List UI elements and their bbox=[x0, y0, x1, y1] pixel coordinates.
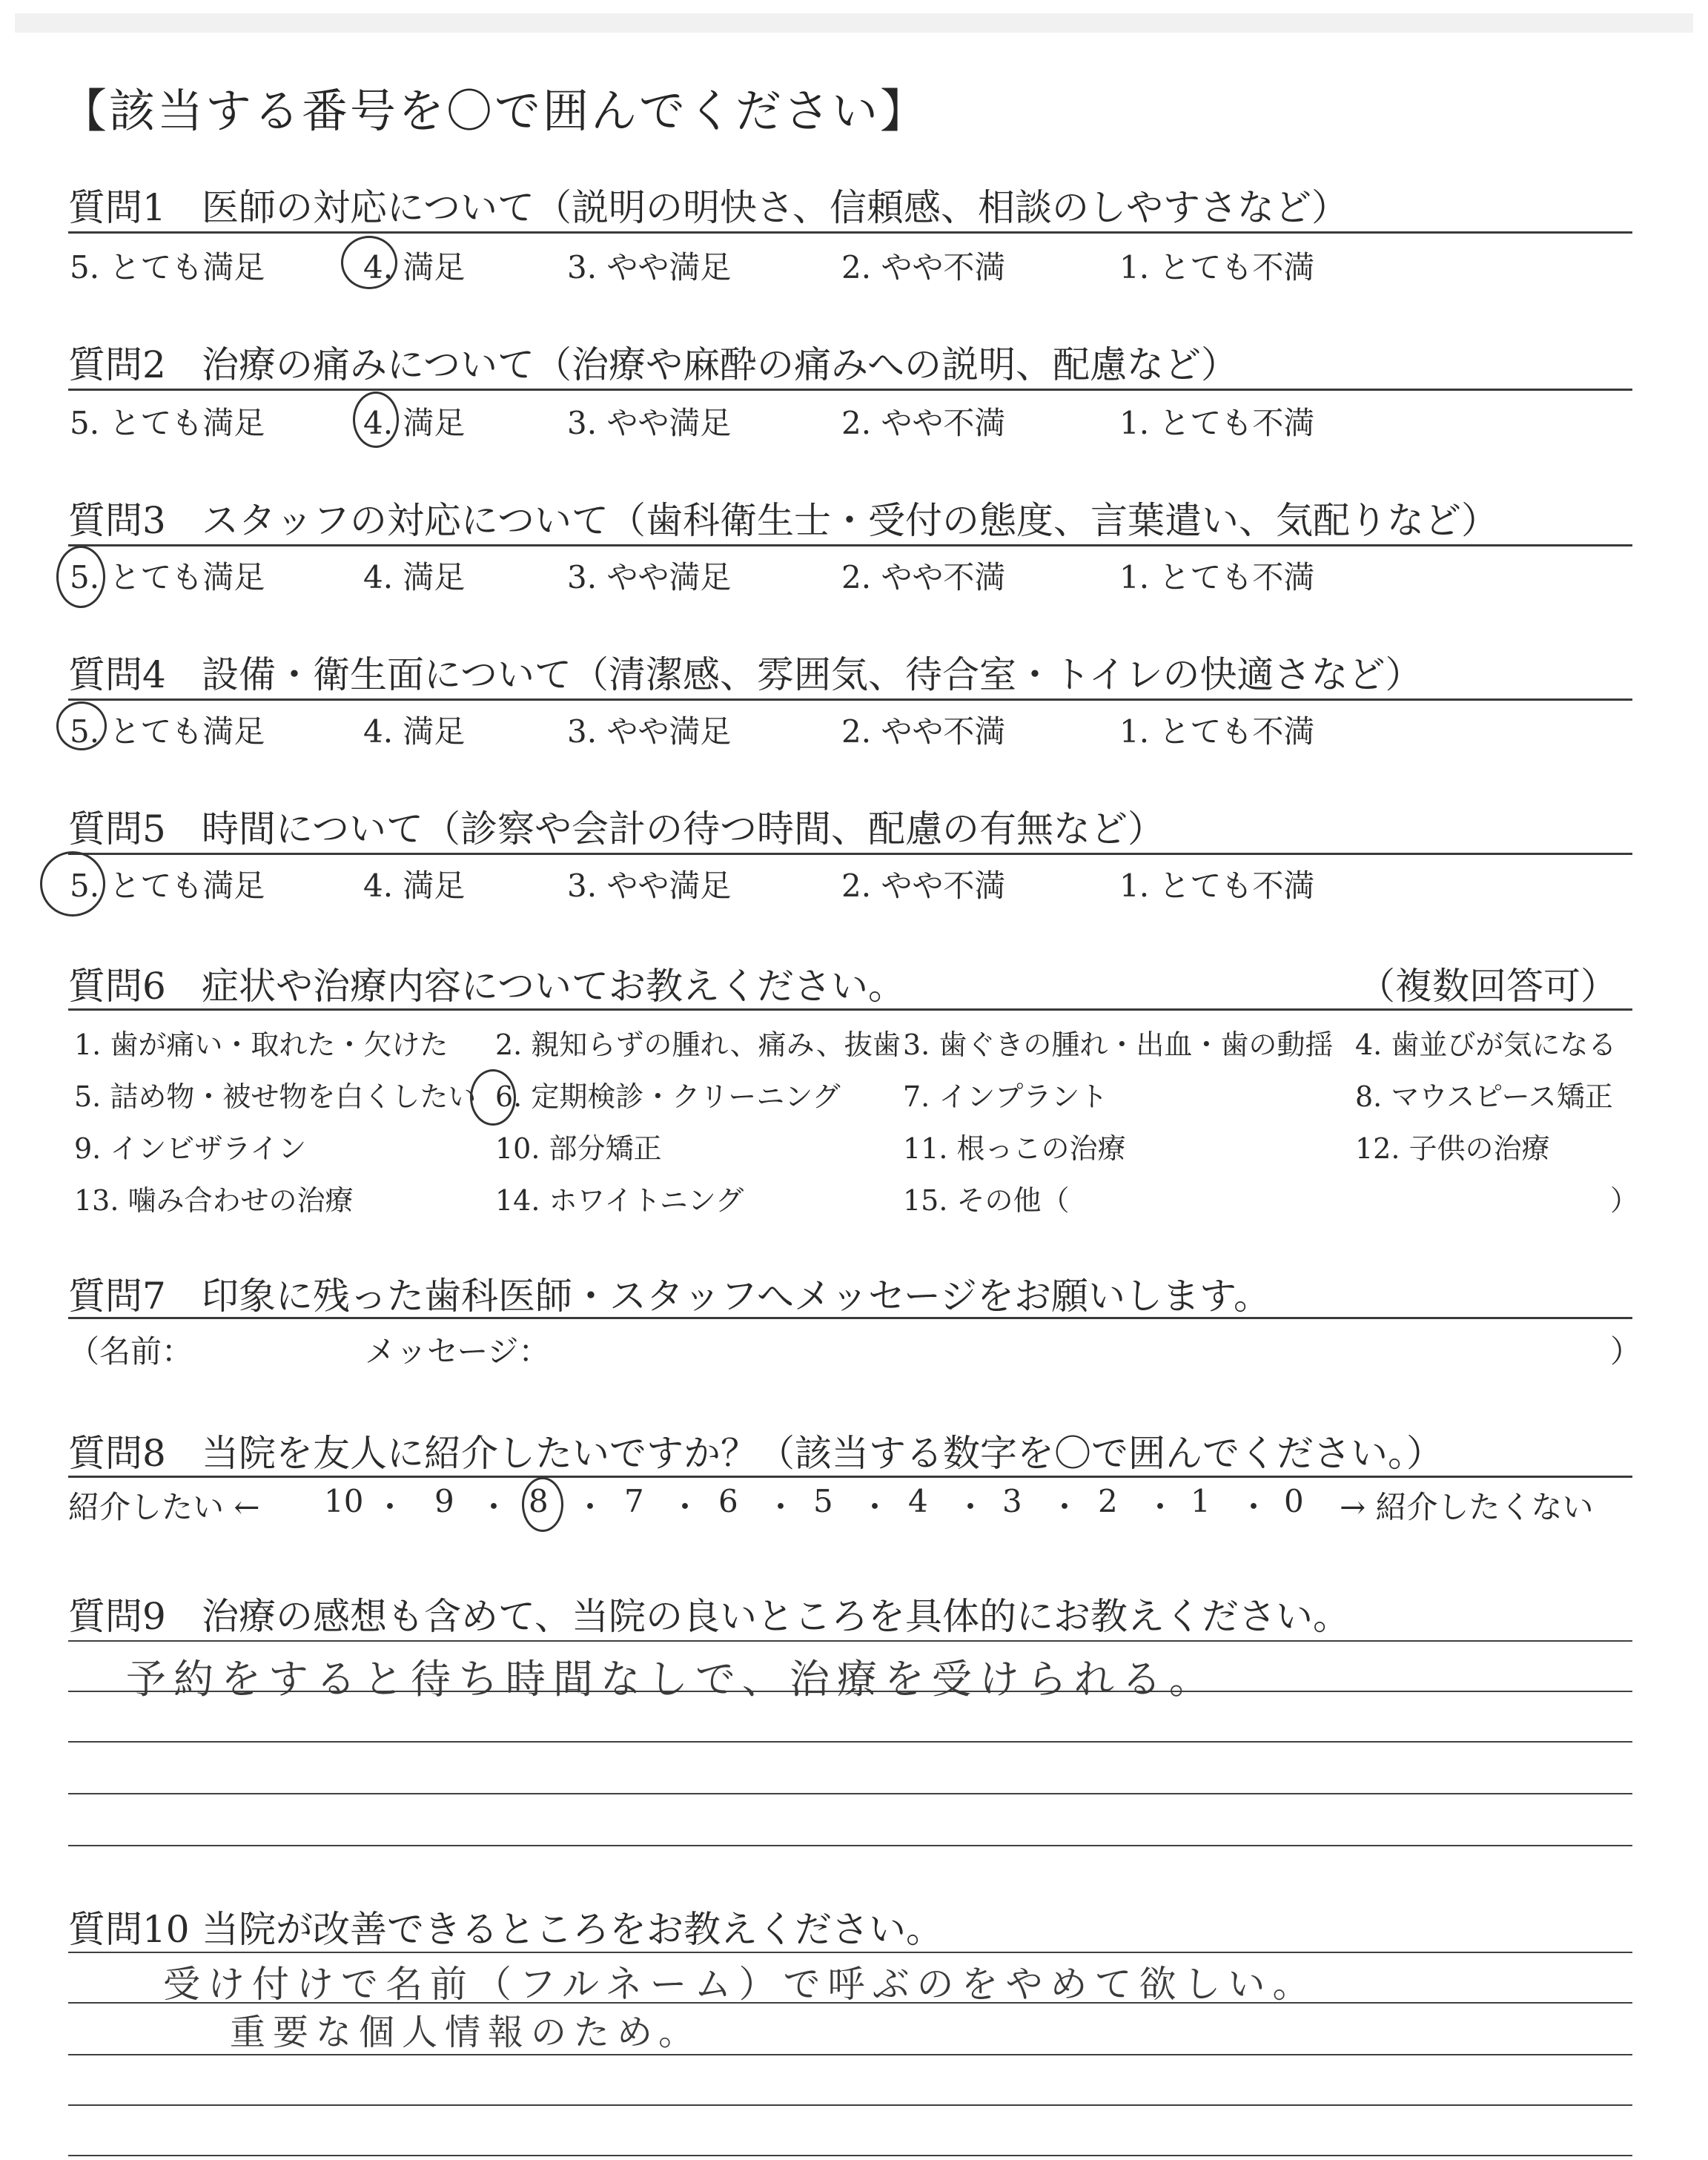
option-1[interactable]: 1. とても不満 bbox=[1119, 405, 1315, 441]
option-3[interactable]: 3. やや満足 bbox=[567, 405, 732, 441]
option-1[interactable]: 1. とても不満 bbox=[1119, 559, 1315, 595]
scale-value-10[interactable]: 10 bbox=[324, 1483, 364, 1519]
option-3[interactable]: 3. やや満足 bbox=[567, 559, 732, 595]
handwritten-answer-10-line2: 重要な個人情報のため。 bbox=[230, 2012, 702, 2053]
question-number: 質問10 bbox=[68, 1908, 190, 1951]
symptom-item-4[interactable]: 4. 歯並びが気になる bbox=[1355, 1028, 1617, 1061]
question-number: 質問4 bbox=[68, 653, 166, 696]
answer-line bbox=[68, 1640, 1632, 1642]
symptom-item-5[interactable]: 5. 詰め物・被せ物を白くしたい bbox=[74, 1080, 477, 1113]
question-underline bbox=[68, 1317, 1632, 1319]
scale-separator: ・ bbox=[575, 1489, 606, 1525]
symptom-item-13[interactable]: 13. 噛み合わせの治療 bbox=[74, 1184, 354, 1217]
option-2[interactable]: 2. やや不満 bbox=[841, 713, 1006, 750]
other-close-paren: ） bbox=[1610, 1184, 1639, 1217]
option-3[interactable]: 3. やや満足 bbox=[567, 249, 732, 285]
question-underline bbox=[68, 544, 1632, 546]
scale-separator: ・ bbox=[765, 1489, 797, 1525]
option-4[interactable]: 4. 満足 bbox=[363, 405, 466, 441]
option-5[interactable]: 5. とても満足 bbox=[70, 868, 265, 904]
scale-separator: ・ bbox=[859, 1489, 891, 1525]
question-2 bbox=[68, 335, 1632, 389]
question-number: 質問2 bbox=[68, 343, 166, 386]
scan-edge bbox=[15, 13, 1693, 33]
option-4[interactable]: 4. 満足 bbox=[363, 249, 466, 285]
symptom-item-2[interactable]: 2. 親知らずの腫れ、痛み、抜歯 bbox=[495, 1028, 901, 1061]
question-text: 治療の痛みについて（治療や麻酔の痛みへの説明、配慮など） bbox=[202, 343, 1238, 386]
option-5[interactable]: 5. とても満足 bbox=[70, 713, 265, 750]
symptom-item-11[interactable]: 11. 根っこの治療 bbox=[903, 1132, 1126, 1165]
question-underline bbox=[68, 853, 1632, 855]
option-5[interactable]: 5. とても満足 bbox=[70, 405, 265, 441]
scale-right-label: → 紹介したくない bbox=[1340, 1489, 1594, 1525]
question-underline bbox=[68, 1476, 1632, 1478]
option-4[interactable]: 4. 満足 bbox=[363, 713, 466, 750]
scale-value-1[interactable]: 1 bbox=[1191, 1483, 1211, 1519]
scale-separator: ・ bbox=[1238, 1489, 1270, 1525]
scale-value-2[interactable]: 2 bbox=[1098, 1483, 1118, 1519]
scale-left-label: 紹介したい ← bbox=[68, 1489, 260, 1525]
option-1[interactable]: 1. とても不満 bbox=[1119, 868, 1315, 904]
option-3[interactable]: 3. やや満足 bbox=[567, 868, 732, 904]
scale-value-9[interactable]: 9 bbox=[434, 1483, 454, 1519]
question-6 bbox=[68, 957, 1632, 1010]
answer-line bbox=[68, 1793, 1632, 1794]
page-heading: 【該当する番号を〇で囲んでください】 bbox=[61, 84, 929, 138]
option-1[interactable]: 1. とても不満 bbox=[1119, 713, 1315, 750]
scale-value-8[interactable]: 8 bbox=[529, 1483, 549, 1519]
symptom-item-7[interactable]: 7. インプラント bbox=[903, 1080, 1108, 1113]
question-4 bbox=[68, 645, 1632, 698]
name-label: （名前： bbox=[68, 1333, 193, 1370]
question-1 bbox=[68, 178, 1632, 231]
question-underline bbox=[68, 389, 1632, 391]
option-5[interactable]: 5. とても満足 bbox=[70, 559, 265, 595]
question-text: 印象に残った歯科医師・スタッフへメッセージをお願いします。 bbox=[202, 1275, 1271, 1318]
scale-separator: ・ bbox=[374, 1489, 406, 1525]
question-number: 質問3 bbox=[68, 499, 166, 542]
question-3 bbox=[68, 491, 1632, 544]
question-number: 質問7 bbox=[68, 1275, 166, 1318]
multiple-answers-note: （複数回答可） bbox=[1358, 965, 1618, 1008]
question-text: 当院が改善できるところをお教えください。 bbox=[202, 1908, 943, 1951]
question-text: 症状や治療内容についてお教えください。 bbox=[202, 965, 905, 1008]
question-underline bbox=[68, 231, 1632, 234]
option-2[interactable]: 2. やや不満 bbox=[841, 559, 1006, 595]
scale-value-5[interactable]: 5 bbox=[813, 1483, 833, 1519]
question-number: 質問8 bbox=[68, 1432, 166, 1475]
question-10 bbox=[68, 1900, 1632, 1953]
option-3[interactable]: 3. やや満足 bbox=[567, 713, 732, 750]
symptom-item-9[interactable]: 9. インビザライン bbox=[74, 1132, 307, 1165]
option-4[interactable]: 4. 満足 bbox=[363, 868, 466, 904]
option-1[interactable]: 1. とても不満 bbox=[1119, 249, 1315, 285]
question-number: 質問5 bbox=[68, 807, 166, 851]
handwritten-answer-9: 予約をすると待ち時間なしで、治療を受けられる。 bbox=[126, 1656, 1217, 1702]
symptom-item-14[interactable]: 14. ホワイトニング bbox=[495, 1184, 744, 1217]
symptom-item-12[interactable]: 12. 子供の治療 bbox=[1355, 1132, 1550, 1165]
scale-value-7[interactable]: 7 bbox=[624, 1483, 644, 1519]
symptom-item-15[interactable]: 15. その他（ bbox=[903, 1184, 1070, 1217]
scale-value-3[interactable]: 3 bbox=[1002, 1483, 1022, 1519]
question-text: 医師の対応について（説明の明快さ、信頼感、相談のしやすさなど） bbox=[202, 186, 1348, 229]
option-2[interactable]: 2. やや不満 bbox=[841, 868, 1006, 904]
scale-separator: ・ bbox=[1145, 1489, 1176, 1525]
question-9 bbox=[68, 1587, 1632, 1640]
question-underline bbox=[68, 698, 1632, 701]
question-7 bbox=[68, 1266, 1632, 1320]
question-number: 質問6 bbox=[68, 965, 166, 1008]
question-text: 時間について（診察や会計の待つ時間、配慮の有無など） bbox=[202, 807, 1165, 851]
question-number: 質問1 bbox=[68, 186, 166, 229]
symptom-item-1[interactable]: 1. 歯が痛い・取れた・欠けた bbox=[74, 1028, 448, 1061]
question-text: スタッフの対応について（歯科衛生士・受付の態度、言葉遣い、気配りなど） bbox=[202, 499, 1498, 542]
question-8 bbox=[68, 1424, 1632, 1477]
handwritten-answer-10-line1: 受け付けで名前（フルネーム）で呼ぶのをやめて欲しい。 bbox=[163, 1963, 1317, 2006]
answer-line bbox=[68, 2155, 1632, 2156]
message-close-paren: ） bbox=[1610, 1333, 1642, 1370]
symptom-item-8[interactable]: 8. マウスピース矯正 bbox=[1355, 1080, 1613, 1113]
scale-separator: ・ bbox=[669, 1489, 701, 1525]
option-4[interactable]: 4. 満足 bbox=[363, 559, 466, 595]
question-underline bbox=[68, 1008, 1632, 1011]
option-2[interactable]: 2. やや不満 bbox=[841, 249, 1006, 285]
scale-separator: ・ bbox=[478, 1489, 510, 1525]
scale-value-6[interactable]: 6 bbox=[718, 1483, 738, 1519]
answer-line bbox=[68, 1741, 1632, 1743]
symptom-item-10[interactable]: 10. 部分矯正 bbox=[495, 1132, 662, 1165]
symptom-item-6[interactable]: 6. 定期検診・クリーニング bbox=[495, 1080, 841, 1113]
scale-value-4[interactable]: 4 bbox=[908, 1483, 928, 1519]
answer-line bbox=[68, 1952, 1632, 1953]
question-text: 設備・衛生面について（清潔感、雰囲気、待合室・トイレの快適さなど） bbox=[202, 653, 1423, 696]
question-text: 当院を友人に紹介したいですか？（該当する数字を〇で囲んでください。） bbox=[202, 1432, 1443, 1475]
option-5[interactable]: 5. とても満足 bbox=[70, 249, 265, 285]
scale-value-0[interactable]: 0 bbox=[1284, 1483, 1304, 1519]
question-number: 質問9 bbox=[68, 1595, 166, 1638]
option-2[interactable]: 2. やや不満 bbox=[841, 405, 1006, 441]
answer-line bbox=[68, 1845, 1632, 1846]
scale-separator: ・ bbox=[1049, 1489, 1081, 1525]
scale-separator: ・ bbox=[955, 1489, 987, 1525]
answer-line bbox=[68, 2104, 1632, 2106]
symptom-item-3[interactable]: 3. 歯ぐきの腫れ・出血・歯の動揺 bbox=[903, 1028, 1334, 1061]
question-text: 治療の感想も含めて、当院の良いところを具体的にお教えください。 bbox=[202, 1595, 1350, 1638]
message-label: メッセージ： bbox=[365, 1333, 550, 1370]
question-5 bbox=[68, 799, 1632, 853]
